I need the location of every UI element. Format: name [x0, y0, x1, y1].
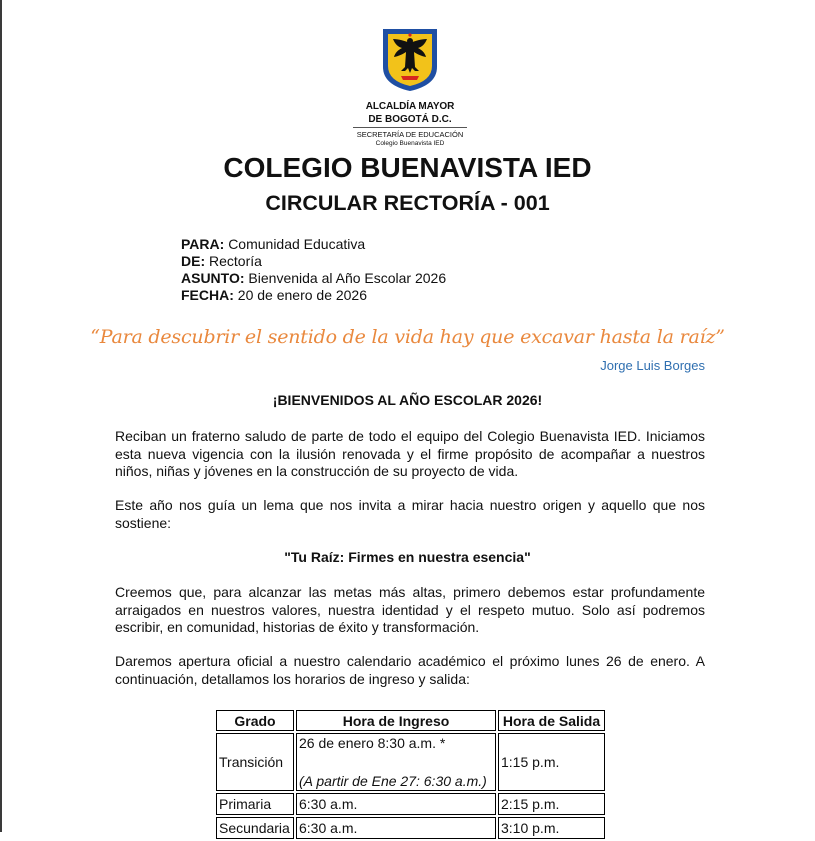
table-header-row [216, 710, 605, 731]
de-line: DE: Rectoría [181, 253, 262, 269]
circular-title: CIRCULAR RECTORÍA - 001 [265, 191, 550, 215]
page-edge [0, 0, 2, 832]
cell-grado: Secundaria [216, 817, 294, 839]
welcome-heading: ¡BIENVENIDOS AL AÑO ESCOLAR 2026! [272, 392, 543, 408]
cell-salida: 1:15 p.m. [498, 733, 605, 791]
table-row [216, 793, 605, 815]
seal-divider [353, 127, 467, 128]
table-row [216, 817, 605, 839]
schedule-table [214, 708, 607, 841]
seal-line-2: DE BOGOTÁ D.C. [368, 114, 452, 125]
header-ingreso: Hora de Ingreso [296, 710, 496, 731]
cell-grado: Primaria [216, 793, 294, 815]
para-line: PARA: Comunidad Educativa [181, 236, 366, 252]
seal-line-1: ALCALDÍA MAYOR [365, 101, 455, 112]
asunto-line: ASUNTO: Bienvenida al Año Escolar 2026 [181, 270, 447, 286]
cell-ingreso: 26 de enero 8:30 a.m. * (A partir de Ene 27: 6:30 a.m.) [296, 733, 496, 791]
cell-ingreso-note: (A partir de Ene 27: 6:30 a.m.) [299, 773, 487, 789]
bogota-crest-icon [381, 27, 439, 93]
school-title: COLEGIO BUENAVISTA IED [223, 152, 592, 183]
memo-header [181, 236, 446, 304]
header-salida: Hora de Salida [498, 710, 605, 731]
paragraph-calendar: Daremos apertura oficial a nuestro calendario académico el próximo lunes 26 de enero. A continuación, detallamos los horarios de ingreso y salida: [115, 653, 705, 687]
cell-salida: 3:10 p.m. [498, 817, 605, 839]
motto: "Tu Raíz: Firmes en nuestra esencia" [284, 549, 531, 565]
cell-ingreso: 6:30 a.m. [296, 793, 496, 815]
quote-text: “Para descubrir el sentido de la vida hay que excavar hasta la raíz” [90, 326, 725, 348]
cell-salida: 2:15 p.m. [498, 793, 605, 815]
table-row [216, 733, 605, 791]
paragraph-motto-intro: Este año nos guía un lema que nos invita a mirar hacia nuestro origen y aquello que nos sostiene: [115, 497, 705, 531]
seal-line-3: SECRETARÍA DE EDUCACIÓN [356, 130, 464, 139]
fecha-line: FECHA: 20 de enero de 2026 [181, 287, 368, 303]
cell-grado: Transición [216, 733, 294, 791]
quote-author: Jorge Luis Borges [600, 358, 705, 373]
paragraph-values: Creemos que, para alcanzar las metas más altas, primero debemos estar profundamente arraigados en nuestros valores, nuestra identidad y el respeto mutuo. Solo así podremos escribir, en comunidad, historias de éxito y transformación. [115, 584, 705, 635]
seal-line-4: Colegio Buenavista IED [375, 140, 445, 147]
header-grado: Grado [216, 710, 294, 731]
paragraph-greeting: Reciban un fraterno saludo de parte de todo el equipo del Colegio Buenavista IED. Iniciamos esta nueva vigencia con la ilusión renovada y el firme propósito de acompañar a nuestros niños, niñas y jóvenes en la construcción de su proyecto de vida. [115, 428, 705, 479]
cell-ingreso: 6:30 a.m. [296, 817, 496, 839]
